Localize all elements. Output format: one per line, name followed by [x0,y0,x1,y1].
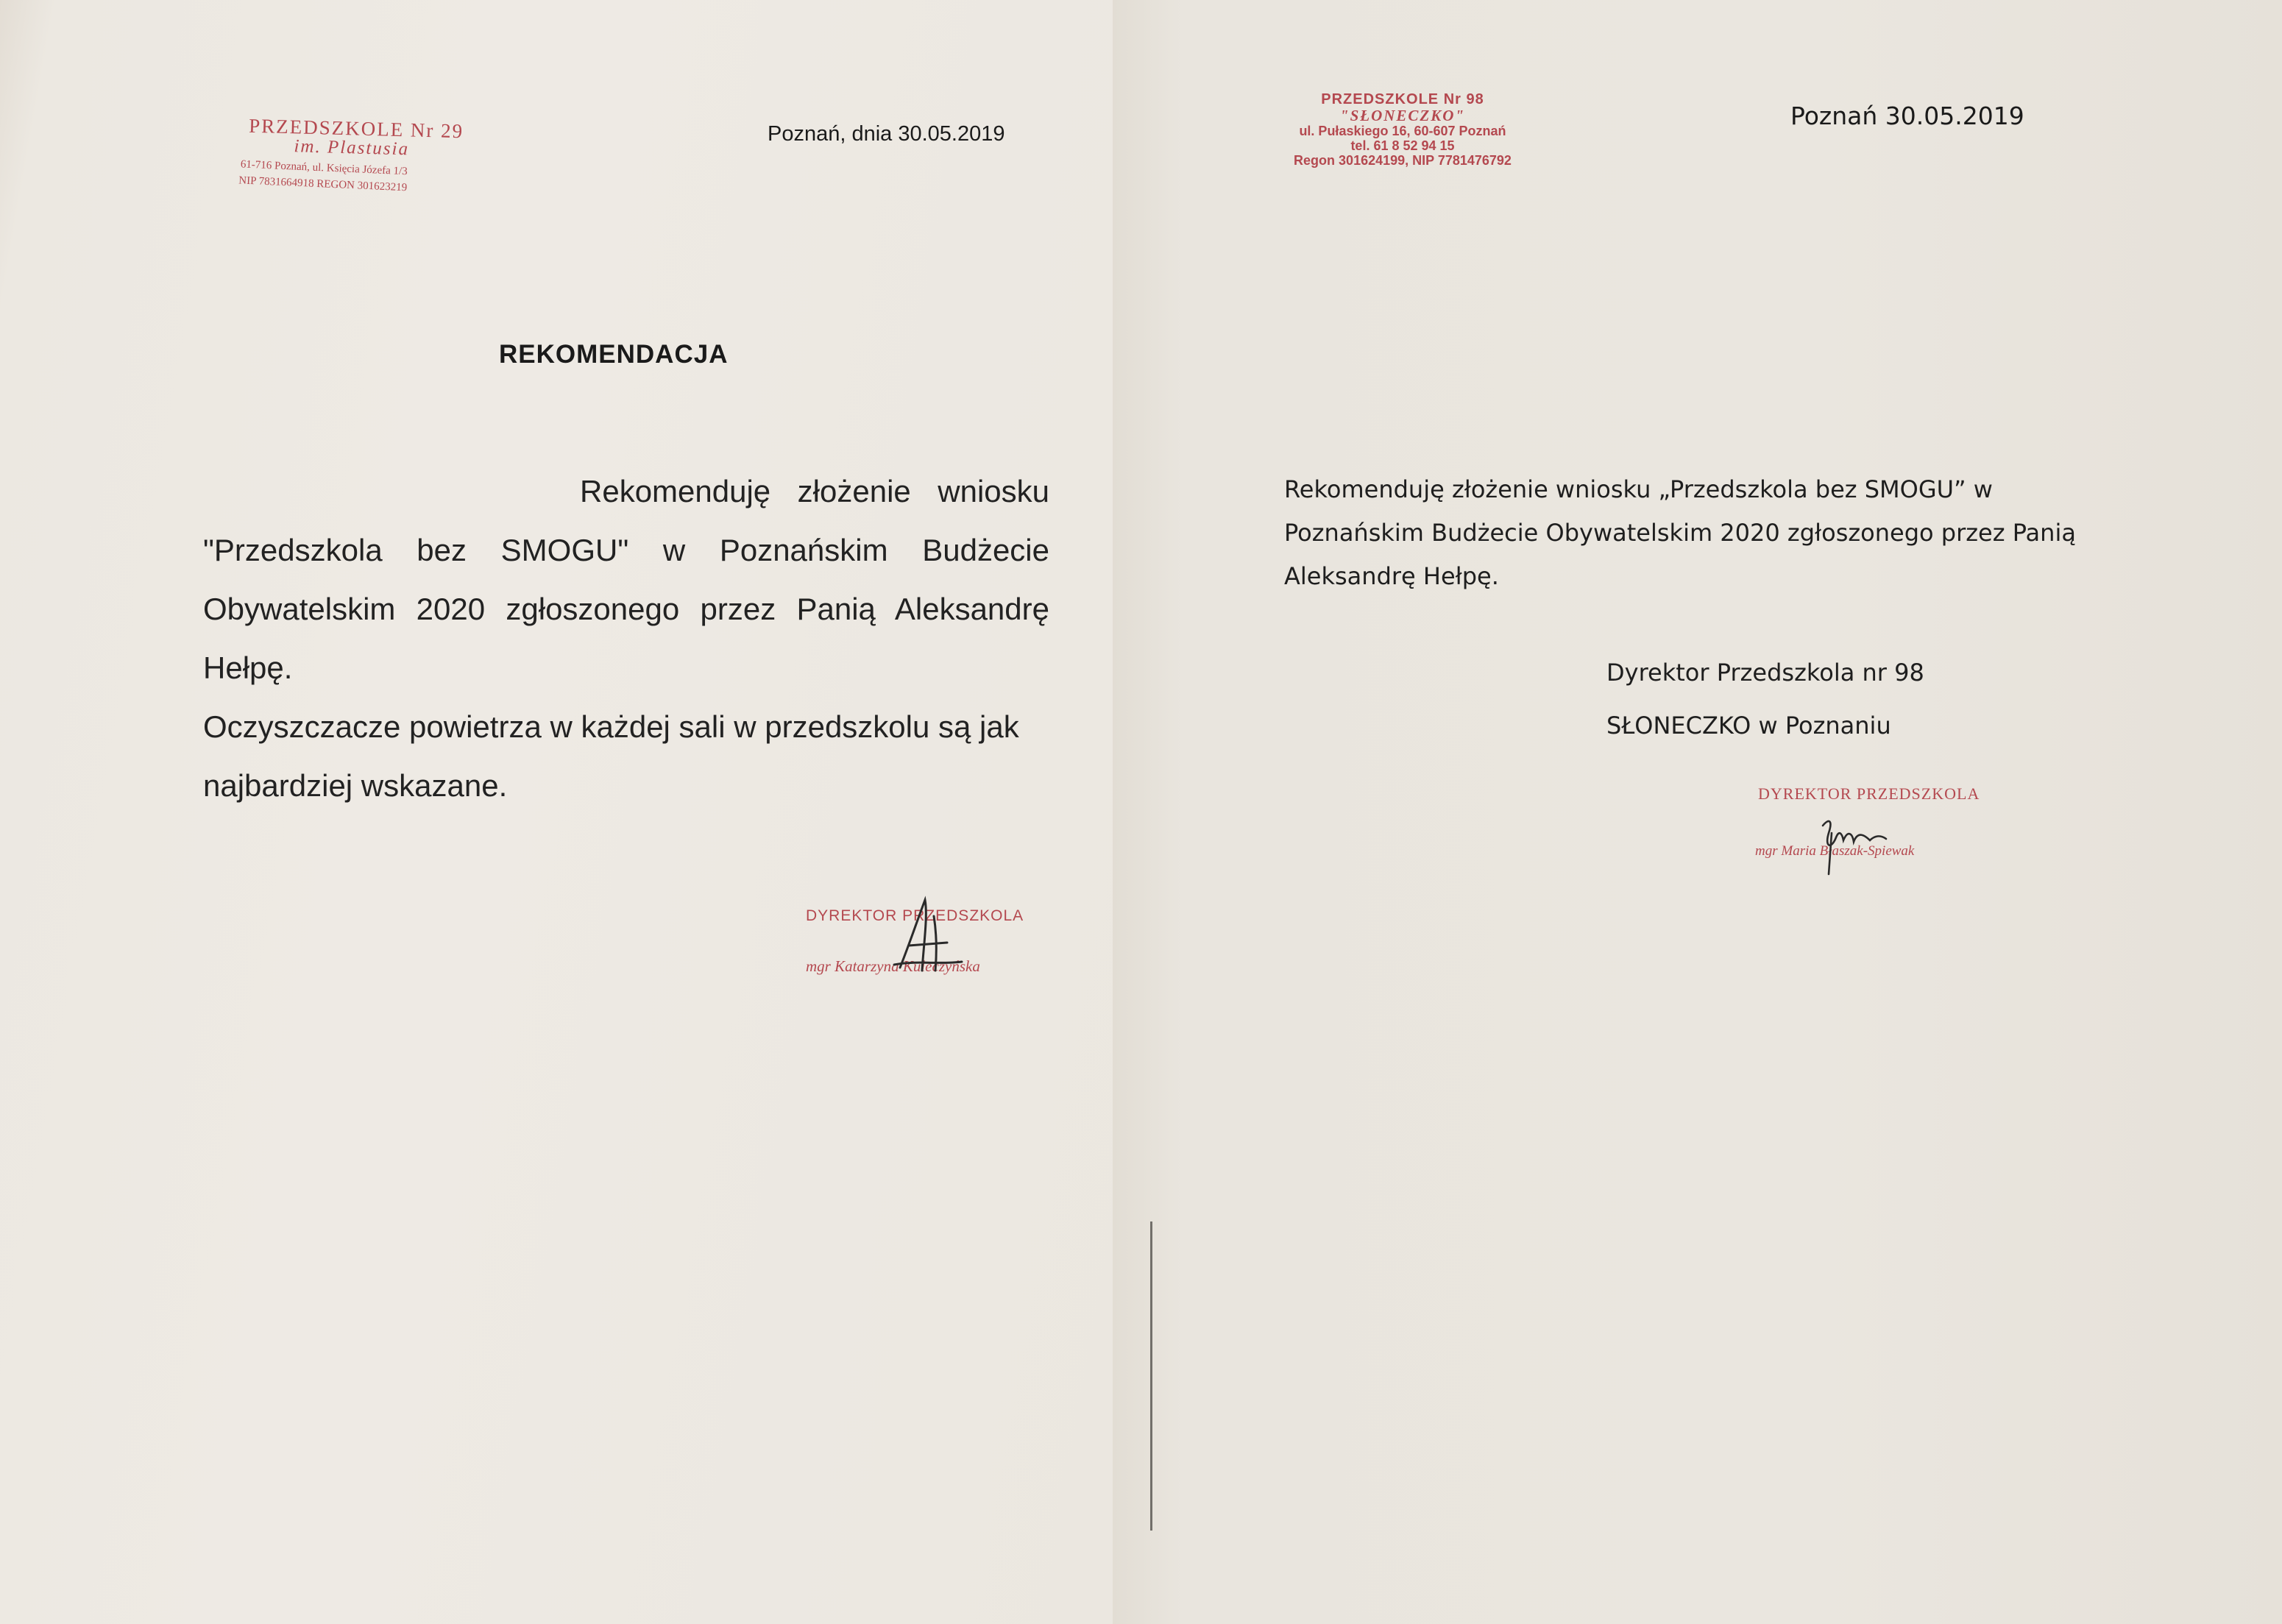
page-fold-line [1150,1221,1152,1531]
stamp-line: Regon 301624199, NIP 7781476792 [1294,152,1512,168]
stamp-title: DYREKTOR PRZEDSZKOLA [806,907,1024,924]
handwritten-signature [1807,804,1895,877]
stamp-name: mgr Maria Błaszak-Spiewak [1755,843,1915,859]
director-signature-stamp [1755,781,1980,877]
stamp-line: PRZEDSZKOLE Nr 98 [1321,91,1484,107]
stamp-line: tel. 61 8 52 94 15 [1350,138,1455,153]
stamp-line: "SŁONECZKO" [1339,107,1466,124]
stamp-line: ul. Pułaskiego 16, 60-607 Poznań [1299,124,1506,139]
letter-body [203,462,1049,815]
letter-title: REKOMENDACJA [499,340,729,369]
stamp-line: NIP 7831664918 REGON 301623219 [238,174,408,194]
director-school: SŁONECZKO w Poznaniu [1606,712,1891,740]
stamp-line: PRZEDSZKOLE Nr 29 [248,114,464,143]
letter-date: Poznań, dnia 30.05.2019 [768,122,1005,146]
body-paragraph: Oczyszczacze powietrza w każdej sali w przedszkolu są jak najbardziej wskazane. [203,709,1019,803]
handwritten-signature [879,894,975,982]
letter-date: Poznań 30.05.2019 [1790,102,2024,130]
body-paragraph: Rekomenduję złożenie wniosku "Przedszkola bez SMOGU" w Poznańskim Budżecie Obywatelskim 2020 zgłoszonego przez Panią Aleksandrę Hełpę. [203,474,1049,685]
right-letter-page [1113,0,2282,1624]
director-signature-stamp [806,901,1027,990]
left-letter-page [0,0,1114,1624]
stamp-line: 61-716 Poznań, ul. Księcia Józefa 1/3 [240,158,408,178]
stamp-line: im. Plastusia [294,136,410,160]
stamp-title: DYREKTOR PRZEDSZKOLA [1758,784,1980,803]
stamp-name: mgr Katarzyna Kuleczyńska [806,957,980,975]
school-stamp [1266,91,1539,168]
letter-body: Rekomenduję złożenie wniosku „Przedszkola bez SMOGU” w Poznańskim Budżecie Obywatelskim 2020 zgłoszonego przez Panią Aleksandrę Hełpę. [1284,475,2076,590]
director-title: Dyrektor Przedszkola nr 98 [1606,659,1924,687]
school-stamp [238,114,492,210]
